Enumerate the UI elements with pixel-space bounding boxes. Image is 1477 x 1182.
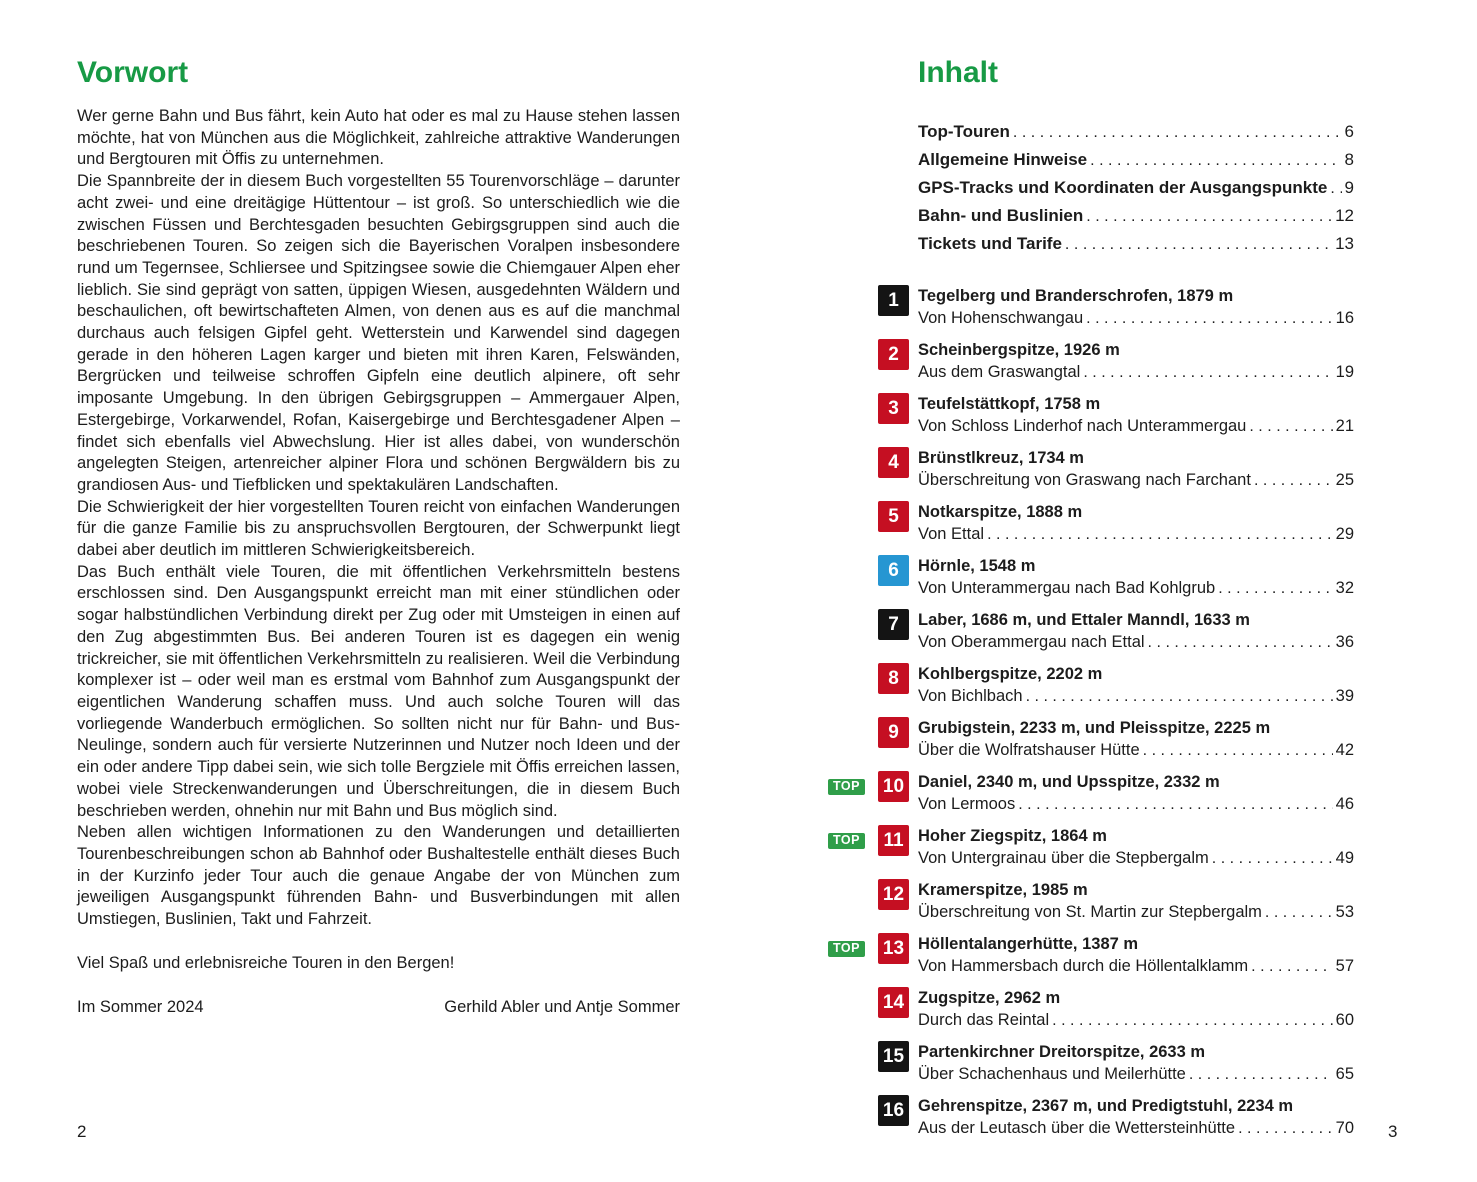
vorwort-title: Vorwort [77, 56, 189, 89]
tour-text [918, 663, 1354, 708]
tour-text [918, 285, 1354, 330]
tour-subtitle-row [918, 1117, 1354, 1140]
dot-leader [1018, 793, 1332, 816]
toc-tour-entry[interactable] [828, 1041, 1354, 1086]
tour-text [918, 717, 1354, 762]
tour-subtitle-row [918, 523, 1354, 546]
toc-tour-entry[interactable] [828, 987, 1354, 1032]
dot-leader [1013, 118, 1342, 146]
toc-item-label: Tickets und Tarife [918, 234, 1062, 253]
toc-tour-entry[interactable] [828, 285, 1354, 330]
tour-subtitle-row [918, 1009, 1354, 1032]
tour-text [918, 825, 1354, 870]
top-badge-slot [828, 717, 878, 723]
tour-page: 36 [1335, 633, 1354, 651]
tour-text [918, 555, 1354, 600]
tour-title: Höllentalangerhütte, 1387 m [918, 935, 1139, 953]
dot-leader [1086, 307, 1333, 330]
toc-tour-list [828, 285, 1354, 1140]
tour-subtitle-row [918, 577, 1354, 600]
tour-title: Scheinbergspitze, 1926 m [918, 341, 1120, 359]
toc-tour-entry[interactable] [828, 933, 1354, 978]
tour-title: Notkarspitze, 1888 m [918, 503, 1083, 521]
tour-subtitle: Überschreitung von St. Martin zur Stepbergalm [918, 903, 1262, 921]
top-badge-slot [828, 447, 878, 453]
signature-row [77, 997, 680, 1019]
top-badge-slot [828, 771, 878, 795]
tour-page: 19 [1335, 363, 1354, 381]
tour-text [918, 933, 1354, 978]
toc-item-page: 9 [1344, 178, 1354, 197]
tour-page: 32 [1335, 579, 1354, 597]
tour-subtitle: Von Bichlbach [918, 687, 1023, 705]
tour-text [918, 393, 1354, 438]
top-badge-slot [828, 1095, 878, 1101]
tour-title: Gehrenspitze, 2367 m, und Predigtstuhl, 2234 m [918, 1097, 1294, 1115]
tour-number-badge: 14 [878, 987, 909, 1018]
toc-item-page: 8 [1344, 150, 1354, 169]
toc-intro-item[interactable] [918, 230, 1354, 258]
tour-subtitle: Von Ettal [918, 525, 985, 543]
tour-page: 53 [1335, 903, 1354, 921]
toc-intro-item[interactable] [918, 174, 1354, 202]
dot-leader [1218, 577, 1332, 600]
toc-tour-entry[interactable] [828, 663, 1354, 708]
dot-leader [1265, 901, 1333, 924]
tour-subtitle-row [918, 847, 1354, 870]
tour-text [918, 771, 1354, 816]
toc-intro-item[interactable] [918, 202, 1354, 230]
toc-intro-item[interactable] [918, 146, 1354, 174]
tour-number-badge: 11 [878, 825, 909, 856]
dot-leader [1249, 415, 1332, 438]
top-badge-slot [828, 825, 878, 849]
tour-title: Daniel, 2340 m, und Upsspitze, 2332 m [918, 773, 1220, 791]
tour-subtitle: Von Lermoos [918, 795, 1016, 813]
tour-number-badge: 8 [878, 663, 909, 694]
dot-leader [1330, 174, 1341, 202]
top-badge-slot [828, 555, 878, 561]
top-badge-slot [828, 501, 878, 507]
top-badge-slot [828, 285, 878, 291]
toc-intro-list [918, 118, 1354, 258]
page-vorwort [77, 57, 680, 1019]
dot-leader [1212, 847, 1333, 870]
tour-number-badge: 10 [878, 771, 909, 802]
dot-leader [1065, 230, 1332, 258]
tour-title: Kramerspitze, 1985 m [918, 881, 1088, 899]
tour-number-badge: 7 [878, 609, 909, 640]
tour-subtitle: Aus der Leutasch über die Wettersteinhütte [918, 1119, 1236, 1137]
dot-leader [1083, 361, 1332, 384]
tour-page: 29 [1335, 525, 1354, 543]
tour-title: Grubigstein, 2233 m, und Pleisspitze, 2225 m [918, 719, 1271, 737]
vorwort-paragraph: Die Schwierigkeit der hier vorgestellten Touren reicht von einfachen Wanderungen für die ganze Familie bis zu anspruchsvollen Bergtouren, der Schwerpunkt liegt dabei aber deutlich im mittleren Schwierigkeitsbereich. [77, 497, 680, 560]
tour-title: Brünstlkreuz, 1734 m [918, 449, 1084, 467]
tour-subtitle-row [918, 793, 1354, 816]
toc-tour-entry[interactable] [828, 771, 1354, 816]
tour-number-badge: 15 [878, 1041, 909, 1072]
top-badge: TOP [828, 833, 865, 849]
page-number-left: 2 [77, 1122, 87, 1141]
toc-tour-entry[interactable] [828, 1095, 1354, 1140]
tour-number-badge: 3 [878, 393, 909, 424]
top-badge: TOP [828, 941, 865, 957]
dot-leader [1148, 631, 1333, 654]
tour-subtitle-row [918, 955, 1354, 978]
tour-subtitle-row [918, 901, 1354, 924]
top-badge: TOP [828, 779, 865, 795]
tour-subtitle-row [918, 415, 1354, 438]
top-badge-slot [828, 1041, 878, 1047]
toc-item-label: Allgemeine Hinweise [918, 150, 1088, 169]
vorwort-body [77, 106, 680, 931]
top-badge-slot [828, 339, 878, 345]
top-badge-slot [828, 609, 878, 615]
tour-page: 46 [1335, 795, 1354, 813]
tour-subtitle: Von Untergrainau über die Stepbergalm [918, 849, 1209, 867]
tour-title: Zugspitze, 2962 m [918, 989, 1061, 1007]
authors-line: Gerhild Abler und Antje Sommer [444, 998, 680, 1017]
tour-number-badge: 1 [878, 285, 909, 316]
dot-leader [1238, 1117, 1333, 1140]
vorwort-paragraph: Neben allen wichtigen Informationen zu den Wanderungen und detaillierten Tourenbeschreibungen schon ab Bahnhof oder Bushaltestelle enthält dieses Buch in der Kurzinfo jeder Tour auch die genaue Angabe der von München zum jeweiligen Ausgangspunkt führenden Bahn- und Busverbindungen mit allen Umstiegen, Buslinien, Takt und Fahrzeit. [77, 823, 680, 929]
toc-item-label: Top-Touren [918, 122, 1010, 141]
tour-text [918, 339, 1354, 384]
top-badge-slot [828, 663, 878, 669]
dot-leader [1251, 955, 1332, 978]
tour-text [918, 1095, 1354, 1140]
toc-tour-entry[interactable] [828, 609, 1354, 654]
tour-text [918, 987, 1354, 1032]
tour-title: Kohlbergspitze, 2202 m [918, 665, 1103, 683]
tour-page: 42 [1335, 741, 1354, 759]
tour-number-badge: 9 [878, 717, 909, 748]
tour-title: Tegelberg und Branderschrofen, 1879 m [918, 287, 1234, 305]
vorwort-paragraph: Wer gerne Bahn und Bus fährt, kein Auto hat oder es mal zu Hause stehen lassen möchte, hat von München aus die Möglichkeit, zahlreiche attraktive Wanderungen und Bergtouren mit Öffis zu unternehmen. [77, 107, 680, 169]
toc-intro-item[interactable] [918, 118, 1354, 146]
toc-item-page: 13 [1335, 234, 1354, 253]
toc-tour-entry[interactable] [828, 825, 1354, 870]
tour-number-badge: 6 [878, 555, 909, 586]
inhalt-title: Inhalt [918, 56, 998, 89]
tour-subtitle: Durch das Reintal [918, 1011, 1050, 1029]
tour-text [918, 447, 1354, 492]
tour-page: 60 [1335, 1011, 1354, 1029]
tour-page: 16 [1335, 309, 1354, 327]
tour-subtitle: Von Unterammergau nach Bad Kohlgrub [918, 579, 1216, 597]
tour-page: 21 [1335, 417, 1354, 435]
tour-page: 39 [1335, 687, 1354, 705]
tour-title: Laber, 1686 m, und Ettaler Manndl, 1633 m [918, 611, 1250, 629]
vorwort-paragraph: Die Spannbreite der in diesem Buch vorgestellten 55 Tourenvorschläge – darunter acht zwei- und eine dreitägige Hüttentour – ist groß. So unterschiedlich wie die zwischen Füssen und Berchtesgaden besuchten Gebirgsgruppen sind auch die beschriebenen Touren. So zeigen sich die Bayerischen Voralpen insbesondere rund um Tegernsee, Schliersee und Spitzingsee sowie die Chiemgauer Alpen eher lieblich. Sie sind geprägt von satten, üppigen Wiesen, ausgedehnten Wäldern und beschaulichen, oft bewirtschafteten Almen, von denen aus es auf die manchmal durchaus auch felsigen Gipfel geht. Wetterstein und Karwendel sind dagegen gerade in den höheren Lagen karger und bieten mit ihren Karen, Felswänden, Bergrücken und teilweise schroffen Gipfeln eine deutlich alpinere, oft sehr imposante Umgebung. In den übrigen Gebirgsgruppen – Ammergauer Alpen, Estergebirge, Vorkarwendel, Rofan, Kaisergebirge und Berchtesgadener Alpen – findet sich ebenfalls viel Abwechslung. Hier ist alles dabei, von wunderschön angelegten Steigen, artenreicher alpiner Flora und schönen Bergwäldern bis zu grandiosen Aus- und Tiefblicken und spektakulären Landschaften. [77, 172, 680, 494]
tour-subtitle-row [918, 361, 1354, 384]
toc-tour-entry[interactable] [828, 717, 1354, 762]
date-line: Im Sommer 2024 [77, 998, 204, 1017]
toc-item-page: 6 [1344, 122, 1354, 141]
vorwort-paragraph: Das Buch enthält viele Touren, die mit öffentlichen Verkehrsmitteln bestens erschlossen sind. Den Ausgangspunkt erreicht man mit einer stündlichen oder sogar halbstündlichen Verbindung direkt per Zug oder mit Umsteigen in einen auf den Zug abgestimmten Bus. Bei anderen Touren ist es dagegen ein wenig trickreicher, sie mit öffentlichen Verkehrsmitteln zu realisieren. Weil die Verbindung komplexer ist – oder weil man es erstmal vom Bahnhof zum Ausgangspunkt der eigentlichen Wanderung schaffen muss. Und auch solche Touren will das vorliegende Wanderbuch ermöglichen. So sollten nicht nur für Bahn- und Bus-Neulinge, sondern auch für versierte Nutzerinnen und Nutzer noch Ideen und der ein oder andere Tipp dabei sein, wie sich tolle Bergziele mit Öffis erreichen lassen, wobei viele Streckenwanderungen und Überschreitungen, die in diesem Buch beschrieben werden, ohnehin nur mit Bahn und Bus möglich sind. [77, 562, 680, 820]
toc-item-label: GPS-Tracks und Koordinaten der Ausgangspunkte [918, 178, 1328, 197]
tour-title: Partenkirchner Dreitorspitze, 2633 m [918, 1043, 1206, 1061]
dot-leader [1189, 1063, 1333, 1086]
toc-tour-entry[interactable] [828, 879, 1354, 924]
tour-subtitle: Überschreitung von Graswang nach Farchant [918, 471, 1251, 489]
tour-subtitle-row [918, 739, 1354, 762]
tour-number-badge: 13 [878, 933, 909, 964]
page-number-right: 3 [1388, 1122, 1398, 1141]
page-inhalt [828, 57, 1354, 1149]
dot-leader [1026, 685, 1333, 708]
tour-text [918, 879, 1354, 924]
tour-subtitle: Über die Wolfratshauser Hütte [918, 741, 1140, 759]
dot-leader [1052, 1009, 1332, 1032]
tour-page: 49 [1335, 849, 1354, 867]
tour-subtitle: Von Schloss Linderhof nach Unterammergau [918, 417, 1247, 435]
tour-subtitle-row [918, 631, 1354, 654]
tour-subtitle: Von Hammersbach durch die Höllentalklamm [918, 957, 1249, 975]
top-badge-slot [828, 879, 878, 885]
tour-number-badge: 16 [878, 1095, 909, 1126]
toc-item-page: 12 [1335, 206, 1354, 225]
tour-subtitle-row [918, 685, 1354, 708]
toc-tour-entry[interactable] [828, 501, 1354, 546]
top-badge-slot [828, 933, 878, 957]
dot-leader [1086, 202, 1332, 230]
toc-item-label: Bahn- und Buslinien [918, 206, 1084, 225]
tour-page: 65 [1335, 1065, 1354, 1083]
tour-number-badge: 2 [878, 339, 909, 370]
tour-subtitle: Über Schachenhaus und Meilerhütte [918, 1065, 1186, 1083]
top-badge-slot [828, 393, 878, 399]
toc-tour-entry[interactable] [828, 339, 1354, 384]
tour-subtitle-row [918, 1063, 1354, 1086]
dot-leader [987, 523, 1333, 546]
tour-page: 25 [1335, 471, 1354, 489]
tour-text [918, 609, 1354, 654]
tour-title: Hoher Ziegspitz, 1864 m [918, 827, 1107, 845]
toc-tour-entry[interactable] [828, 555, 1354, 600]
dot-leader [1143, 739, 1333, 762]
dot-leader [1254, 469, 1333, 492]
tour-subtitle: Aus dem Graswangtal [918, 363, 1081, 381]
tour-number-badge: 4 [878, 447, 909, 478]
tour-number-badge: 12 [878, 879, 909, 910]
top-badge-slot [828, 987, 878, 993]
tour-title: Teufelstättkopf, 1758 m [918, 395, 1101, 413]
dot-leader [1090, 146, 1341, 174]
toc-tour-entry[interactable] [828, 447, 1354, 492]
tour-subtitle: Von Oberammergau nach Ettal [918, 633, 1145, 651]
tour-subtitle-row [918, 469, 1354, 492]
toc-tour-entry[interactable] [828, 393, 1354, 438]
tour-number-badge: 5 [878, 501, 909, 532]
tour-text [918, 501, 1354, 546]
tour-subtitle: Von Hohenschwangau [918, 309, 1084, 327]
tour-subtitle-row [918, 307, 1354, 330]
tour-page: 57 [1335, 957, 1354, 975]
tour-text [918, 1041, 1354, 1086]
tour-title: Hörnle, 1548 m [918, 557, 1036, 575]
closing-line: Viel Spaß und erlebnisreiche Touren in den Bergen! [77, 953, 455, 972]
tour-page: 70 [1335, 1119, 1354, 1137]
